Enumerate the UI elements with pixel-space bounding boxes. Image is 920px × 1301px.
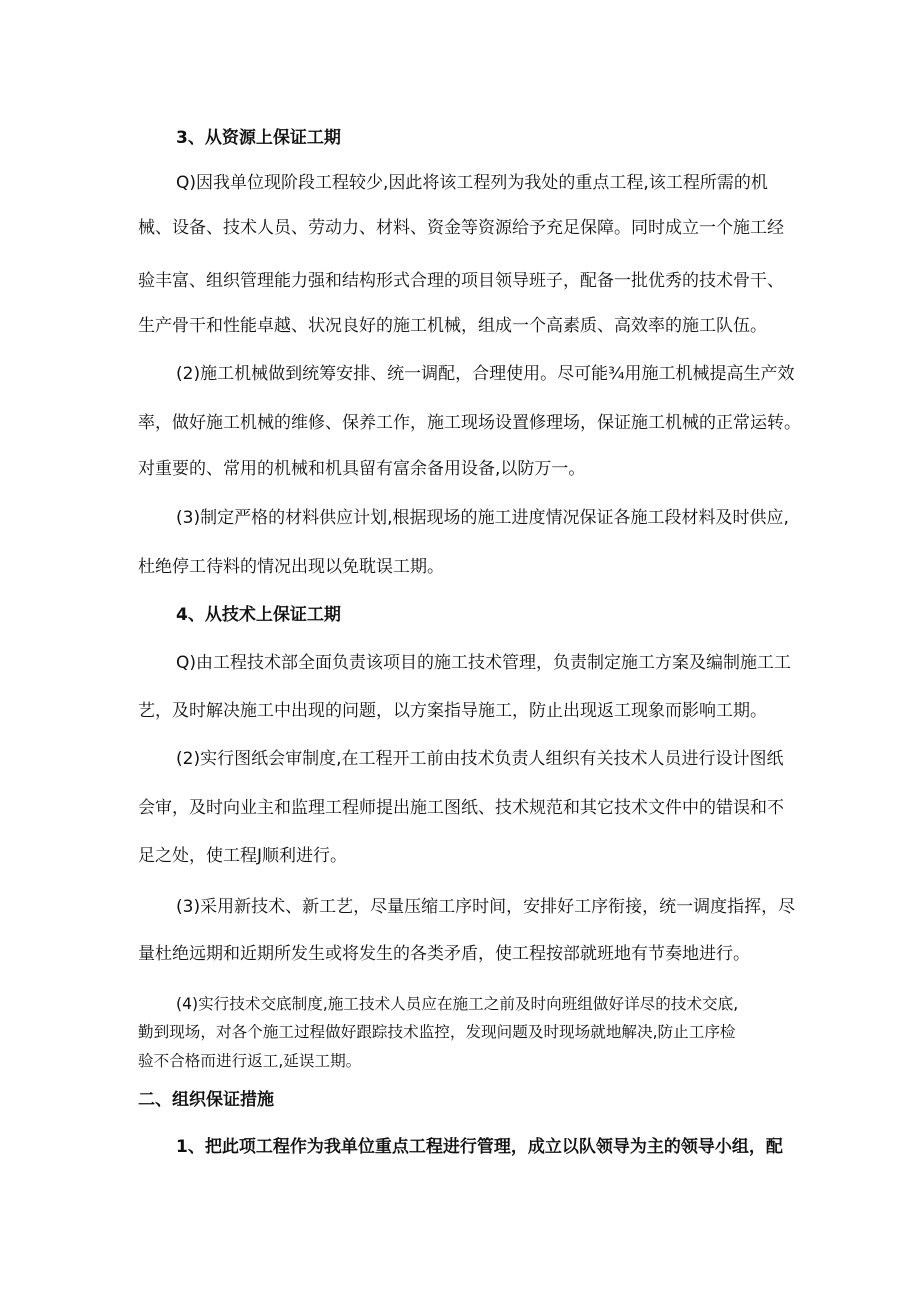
paragraph-line: Q)因我单位现阶段工程较少,因此将该工程列为我处的重点工程,该工程所需的机: [176, 173, 768, 193]
paragraph-line: 量杜绝远期和近期所发生或将发生的各类矛盾，使工程按部就班地有节奏地进行。: [138, 944, 750, 964]
paragraph-line: 会审，及时向业主和监理工程师提出施工图纸、技术规范和其它技术文件中的错误和不: [138, 798, 784, 818]
paragraph-line: 生产骨干和性能卓越、状况良好的施工机械，组成一个高素质、高效率的施工队伍。: [138, 316, 767, 336]
paragraph-line: (3)制定严格的材料供应计划,根据现场的施工进度情况保证各施工段材料及时供应,: [176, 508, 789, 528]
paragraph-line: (2)施工机械做到统筹安排、统一调配，合理使用。尽可能¾用施工机械提高生产效: [176, 364, 795, 384]
paragraph-line: 率，做好施工机械的维修、保养工作，施工现场设置修理场，保证施工机械的正常运转。: [138, 413, 801, 433]
section-heading-3: 3、从资源上保证工期: [176, 128, 341, 148]
paragraph-line: (3)采用新技术、新工艺，尽量压缩工序时间，安排好工序衔接，统一调度指挥，尽: [176, 897, 796, 917]
paragraph-line: 验不合格而进行返工,延误工期。: [138, 1052, 362, 1070]
paragraph-line: (4)实行技术交底制度,施工技术人员应在施工之前及时向班组做好详尽的技术交底,: [176, 995, 739, 1013]
paragraph-line: 足之处，使工程J顺利进行。: [138, 846, 348, 866]
paragraph-line: 杜绝停工待料的情况出现以免耽误工期。: [138, 557, 444, 577]
paragraph-line: (2)实行图纸会审制度,在工程开工前由技术负责人组织有关技术人员进行设计图纸: [176, 749, 784, 769]
paragraph-line: 对重要的、常用的机械和机具留有富余备用设备,以防万一。: [138, 459, 586, 479]
section-heading-4: 4、从技术上保证工期: [176, 605, 341, 625]
paragraph-line: 验丰富、组织管理能力强和结构形式合理的项目领导班子，配备一批优秀的技术骨干、: [138, 271, 784, 291]
paragraph-line: Q)由工程技术部全面负责该项目的施工技术管理，负责制定施工方案及编制施工工: [176, 653, 792, 673]
paragraph-line: 械、设备、技术人员、劳动力、材料、资金等资源给予充足保障。同时成立一个施工经: [138, 218, 784, 238]
paragraph-line: 艺，及时解决施工中出现的问题，以方案指导施工，防止出现返工现象而影响工期。: [138, 701, 767, 721]
paragraph-line: 勤到现场，对各个施工过程做好跟踪技术监控，发现问题及时现场就地解决,防止工序检: [138, 1023, 736, 1041]
paragraph-line: 1、把此项工程作为我单位重点工程进行管理，成立以队领导为主的领导小组，配: [176, 1137, 783, 1157]
chapter-heading: 二、组织保证措施: [138, 1090, 274, 1110]
